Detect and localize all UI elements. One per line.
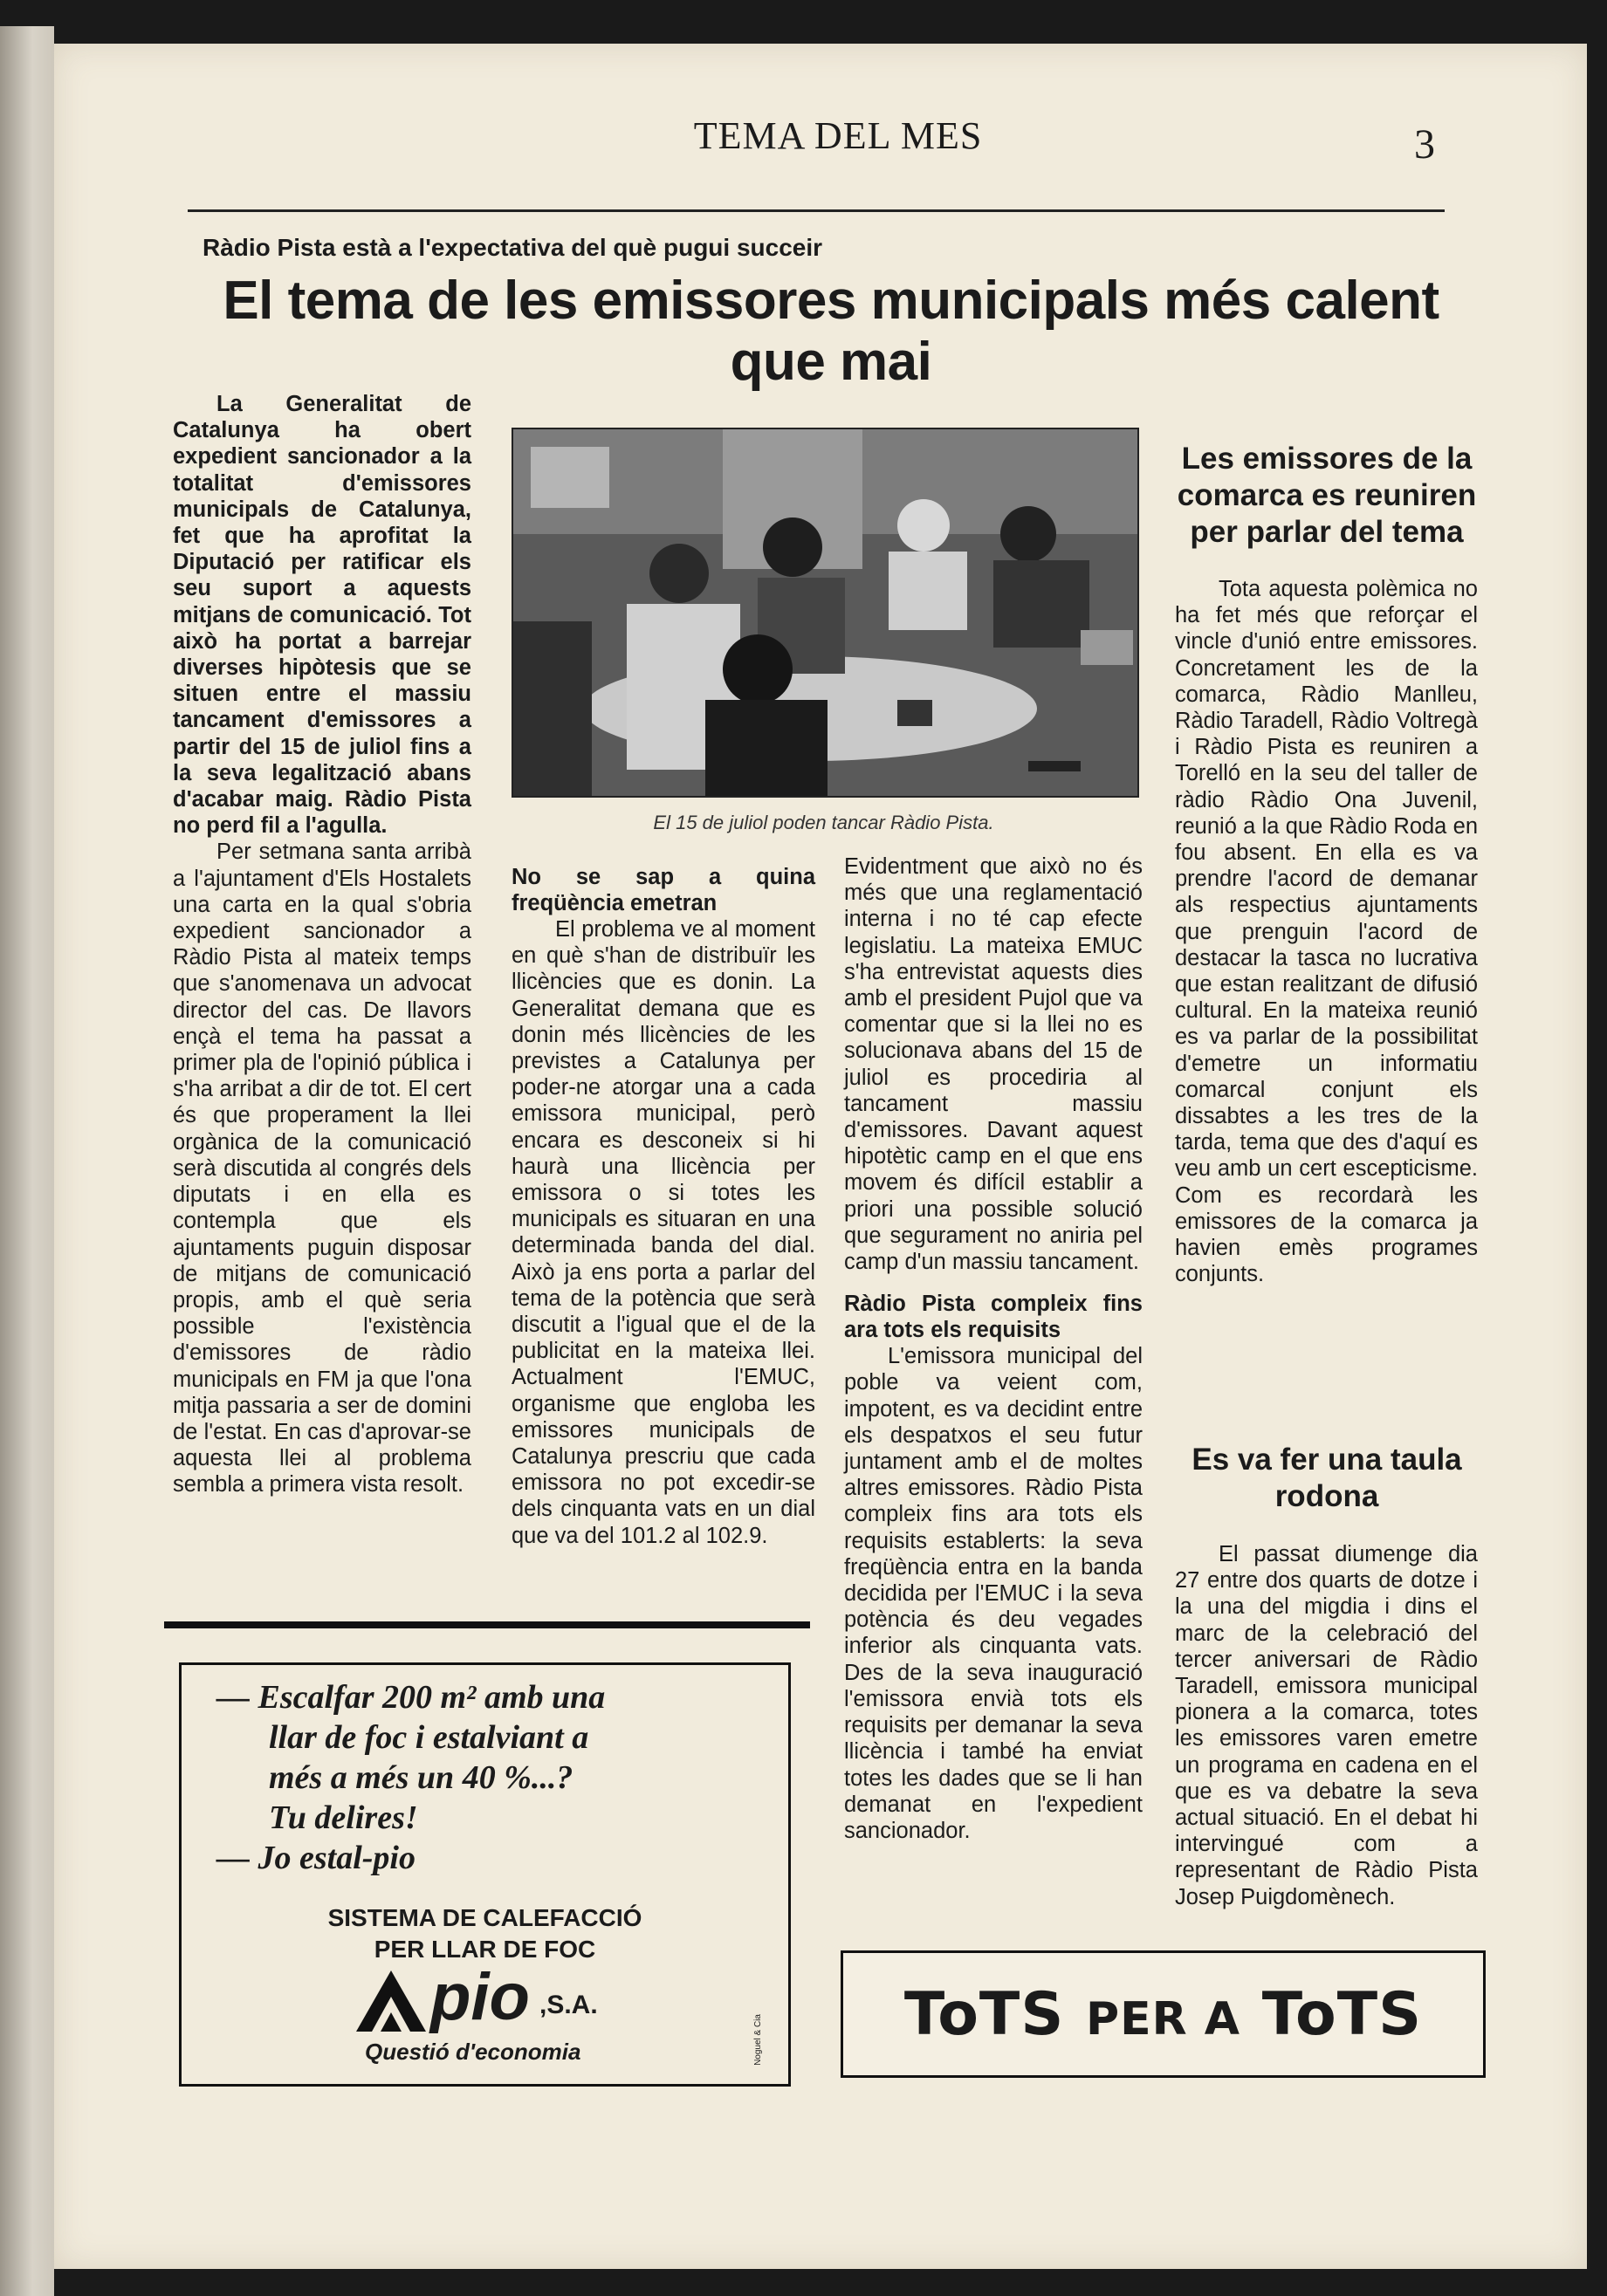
banner-word-3: ToTS: [1261, 1979, 1423, 2049]
article-photo: [512, 428, 1139, 798]
sidebar-body-2: El passat diumenge dia 27 entre dos quarts de dotze i la una del migdia i dins el marc de la celebració del tercer aniversari de Ràdio Taradell, emissora municipal pionera a la comarca, totes les emissores varen emetre un programa en cadena en el que es va debatre la seva actual situació. En el debat hi intervingué com a representant de Ràdio Pista Josep Puigdomènech.: [1175, 1542, 1478, 1909]
ad-line-2: llar de foc i estalviant a: [269, 1719, 589, 1756]
pio-logo: [356, 1960, 635, 2036]
radio-studio-photo: [513, 429, 1137, 796]
banner-word-1: ToTS: [903, 1979, 1065, 2049]
ad-line-5: — Jo estal-pio: [216, 1840, 415, 1876]
article-body-3: Evidentment que això no és més que una reglamentació interna i no té cap efecte legislatiu. La mateixa EMUC s'ha entrevistat aquests dies amb el president Pujol que va comentar que si la llei no es solucionava abans del 15 de juliol es procediria al tancament massiu d'emissores. Davant aquest hipotètic camp en el que ens movem és difícil establir a priori una possible solució que segurament no aniria pel camp d'un massiu tancament.: [844, 854, 1143, 1275]
article-kicker: Ràdio Pista està a l'expectativa del què pugui succeir: [203, 234, 823, 261]
header-rule: [188, 209, 1445, 212]
article-headline: El tema de les emissores municipals més calent que mai: [223, 271, 1439, 392]
article-column-2: [512, 864, 815, 1549]
banner-word-2: PER A: [1085, 1992, 1241, 2046]
ad-tagline: Questió d'economia: [365, 2039, 581, 2065]
sidebar-heading-1: Les emissores de la comarca es reuniren per parlar del tema: [1177, 442, 1477, 549]
page-number: 3: [1414, 121, 1435, 168]
section-divider: [164, 1621, 810, 1628]
tots-per-a-tots-banner: [841, 1950, 1486, 2078]
section-title: TEMA DEL MES: [693, 114, 983, 157]
ad-system-label: [182, 1902, 788, 1965]
pio-suffix: ,S.A.: [539, 1991, 598, 2019]
article-column-3: [844, 853, 1143, 1844]
advertisement: [179, 1662, 791, 2087]
sidebar-column: [1175, 576, 1478, 1287]
article-body-4: L'emissora municipal del poble va veient com, impotent, es va decidint entre els despatxos el seu futur juntament amb el de moltes altres emissores. Ràdio Pista compleix fins ara tots els requisits establerts: la seva freqüència entra en la banda decidida per l'EMUC i la seva potència és deu vegades inferior als cinquanta vats. Des de la seva inauguració l'emissora envià tots els requisits per demanar la seva llicència i també ha enviat totes les dades que se li han demanat en l'expedient sancionador.: [844, 1344, 1143, 1843]
pio-brand: pio: [430, 1960, 530, 2034]
ad-system-line-1: SISTEMA DE CALEFACCIÓ: [327, 1904, 642, 1931]
photo-caption: El 15 de juliol poden tancar Ràdio Pista.: [653, 812, 994, 833]
sidebar-heading-2: Es va fer una taula rodona: [1192, 1443, 1462, 1513]
pio-chevron-icon: [356, 1970, 426, 2032]
ad-line-4: Tu delires!: [269, 1799, 418, 1836]
sidebar-body-1: Tota aquesta polèmica no ha fet més que reforçar el vincle d'unió entre emissores. Concretament les de la comarca, Ràdio Manlleu, Ràdio Taradell, Ràdio Voltregà i Ràdio Pista es reuniren a Torelló en la seu del taller de ràdio Ràdio Ona Juvenil, reunió a la que Ràdio Roda en fou absent. En ella es va prendre l'acord de demanar als respectius ajuntaments que prenguin l'acord de destacar la tasca no lucrativa que estan realitzant de difusió cultural. En la mateixa reunió es va parlar de la possibilitat d'emetre un informatiu comarcal conjunt els dissabtes a les tres de la tarda, tema que des d'aquí es veu amb un cert escepticisme. Com es recordarà les emissores de la comarca ja havien emès programes conjunts.: [1175, 577, 1478, 1287]
article-column-1: [173, 391, 471, 1498]
scan-binding-edge: [0, 26, 54, 2296]
ad-line-3: més a més un 40 %...?: [269, 1759, 573, 1796]
banner-text: [904, 1980, 1422, 2049]
article-body-2: El problema ve al moment en què s'han de distribuïr les llicències que es donin. La Generalitat demana que es donin més llicències de les previstes a Catalunya per poder-ne atorgar una a cada emissora municipal, però encara es desconeix si hi haurà una llicència per emissora o si totes les municipals es situaran en una determinada banda del dial. Això ja ens porta a parlar del tema de la potència que serà discutit a l'igual que el de la publicitat en la mateixa llei. Actualment l'EMUC, organisme que engloba les emissores municipals de Catalunya prescriu que cada emissora no pot excedir-se dels cinquanta vats en un dial que va del 101.2 al 102.9.: [512, 917, 815, 1548]
article-subhead-2: No se sap a quina freqüència emetran: [512, 865, 815, 915]
article-subhead-3: Ràdio Pista compleix fins ara tots els requisits: [844, 1292, 1143, 1343]
article-lead: La Generalitat de Catalunya ha obert expedient sancionador a la totalitat d'emissores municipals de Catalunya, fet que ha aprofitat la Diputació per ratificar els seu suport a aquests mitjans de comunicació. Tot això ha portat a barrejar diverses hipòtesis que se situen entre el massiu tancament d'emissores a partir del 15 de juliol fins a la seva legalització abans d'acabar maig. Ràdio Pista no perd fil a l'agulla.: [173, 392, 471, 839]
ad-line-1: — Escalfar 200 m² amb una: [216, 1679, 606, 1716]
ad-system-line-2: PER LLAR DE FOC: [374, 1936, 596, 1963]
ad-credit: Noguel & Cia: [753, 2014, 763, 2066]
article-body-1: Per setmana santa arribà a l'ajuntament d'Els Hostalets una carta en la qual s'obria expedient sancionador a Ràdio Pista al mateix temps que s'anomenava un advocat director del cas. De llavors ençà el tema ha passat a primer pla de l'opinió pública i s'ha arribat a dir de tot. El cert és que properament la llei orgànica de la comunicació serà discutida al congrés dels diputats i en ella es contempla que els ajuntaments puguin disposar de mitjans de comunicació propis, amb el què seria possible l'existència d'emissores de ràdio municipals en FM ja que l'ona mitja passaria a ser de domini de l'estat. En cas d'aprovar-se aquesta llei al problema sembla a primera vista resolt.: [173, 840, 471, 1498]
sidebar-column-2: [1175, 1541, 1478, 1910]
